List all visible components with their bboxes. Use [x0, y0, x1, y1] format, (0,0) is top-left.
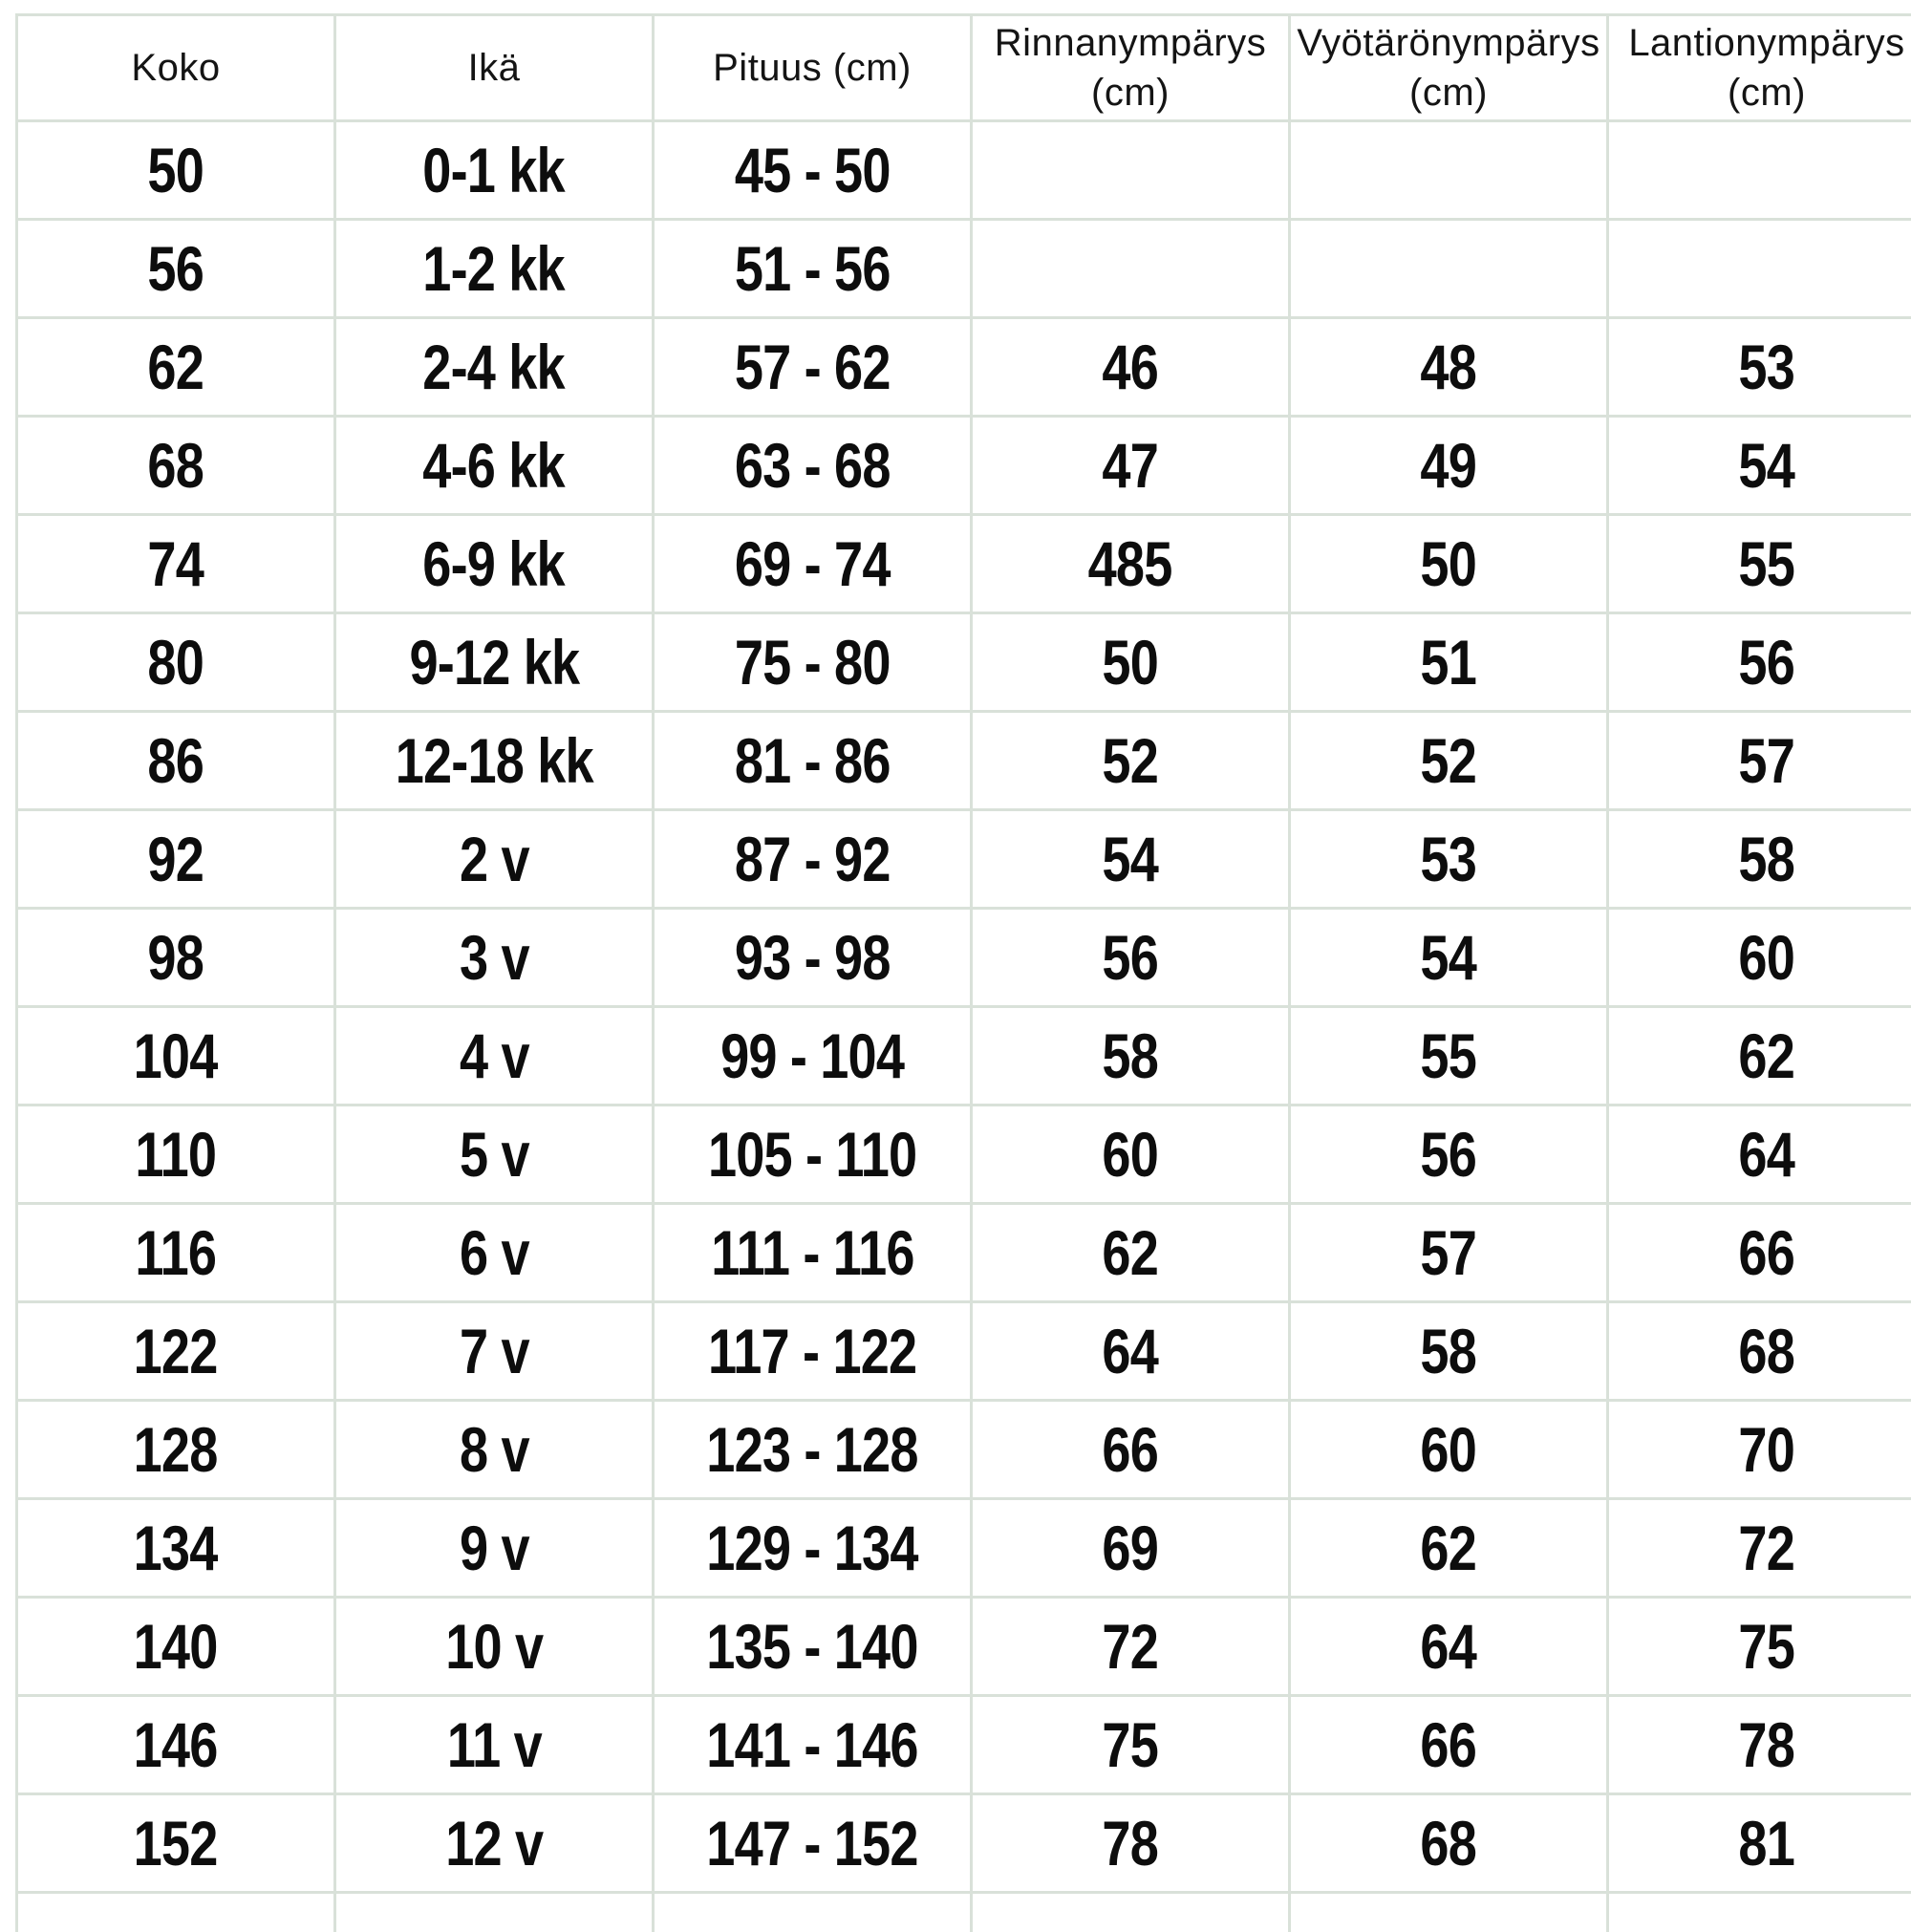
cell-value: 72 — [1739, 1512, 1795, 1584]
cell-value: 57 — [1739, 724, 1795, 797]
table-cell — [17, 318, 335, 417]
column-header-koko — [17, 15, 335, 121]
cell-value: 123 - 128 — [706, 1413, 917, 1486]
table-cell — [972, 613, 1290, 712]
table-cell — [17, 1302, 335, 1401]
table-cell — [654, 1302, 972, 1401]
column-header-label: Pituus (cm) — [655, 43, 970, 93]
cell-value: 2-4 kk — [423, 331, 566, 403]
table-cell — [17, 613, 335, 712]
table-cell — [1608, 1204, 1911, 1302]
table-cell — [654, 318, 972, 417]
cell-value: 60 — [1421, 1413, 1477, 1486]
table-cell — [335, 1598, 654, 1696]
table-cell — [654, 1893, 972, 1932]
cell-value: 147 - 152 — [706, 1807, 917, 1879]
table-cell — [654, 1598, 972, 1696]
cell-value: 140 — [134, 1610, 218, 1683]
table-cell — [1290, 318, 1608, 417]
cell-value: 55 — [1421, 1020, 1477, 1092]
table-cell — [335, 1794, 654, 1893]
cell-value: 50 — [1103, 626, 1159, 698]
table-cell — [972, 1204, 1290, 1302]
column-header-unit: (cm) — [973, 68, 1288, 118]
cell-value: 66 — [1421, 1708, 1477, 1781]
column-header-label: Lantionympärys — [1609, 18, 1911, 68]
column-header-vyotaronymparys — [1290, 15, 1608, 121]
cell-value: 45 - 50 — [735, 134, 891, 206]
table-cell — [1290, 1499, 1608, 1598]
table-cell — [17, 810, 335, 909]
cell-value: 60 — [1739, 921, 1795, 994]
cell-value: 1-2 kk — [423, 232, 566, 305]
table-cell — [17, 1794, 335, 1893]
table-cell — [1608, 121, 1911, 220]
cell-value: 485 — [1088, 527, 1172, 600]
cell-value: 63 - 68 — [735, 429, 891, 502]
cell-value: 134 — [134, 1512, 218, 1584]
table-cell — [1608, 1499, 1911, 1598]
column-header-ika — [335, 15, 654, 121]
table-cell — [972, 121, 1290, 220]
cell-value: 4 v — [460, 1020, 529, 1092]
table-cell — [1608, 1302, 1911, 1401]
table-row — [17, 1794, 1911, 1893]
table-cell — [972, 417, 1290, 515]
cell-value: 117 - 122 — [708, 1315, 916, 1387]
cell-value: 66 — [1103, 1413, 1159, 1486]
table-row — [17, 1401, 1911, 1499]
table-cell — [972, 1499, 1290, 1598]
column-header-rinnanymparys — [972, 15, 1290, 121]
table-cell — [1290, 1106, 1608, 1204]
table-cell — [654, 712, 972, 810]
cell-value: 66 — [1739, 1216, 1795, 1289]
table-cell — [1608, 909, 1911, 1007]
cell-value: 54 — [1739, 429, 1795, 502]
table-cell — [1290, 1302, 1608, 1401]
cell-value: 53 — [1421, 823, 1477, 895]
table-cell — [972, 1106, 1290, 1204]
table-cell — [1290, 712, 1608, 810]
cell-value: 99 - 104 — [720, 1020, 904, 1092]
cell-value: 57 - 62 — [735, 331, 891, 403]
table-cell — [335, 1302, 654, 1401]
cell-value: 135 - 140 — [706, 1610, 917, 1683]
cell-value: 54 — [1103, 823, 1159, 895]
cell-value: 87 - 92 — [735, 823, 891, 895]
table-cell — [972, 1401, 1290, 1499]
cell-value: 129 - 134 — [706, 1512, 917, 1584]
table-cell — [972, 220, 1290, 318]
column-header-lantionymparys — [1608, 15, 1911, 121]
cell-value: 58 — [1421, 1315, 1477, 1387]
cell-value: 54 — [1421, 921, 1477, 994]
cell-value: 12-18 kk — [395, 724, 592, 797]
column-header-label: Vyötärönympärys — [1291, 18, 1606, 68]
cell-value: 3 v — [460, 921, 529, 994]
cell-value: 8 v — [460, 1413, 529, 1486]
table-cell — [1608, 1794, 1911, 1893]
cell-value: 50 — [1421, 527, 1477, 600]
cell-value: 75 - 80 — [735, 626, 891, 698]
cell-value: 152 — [134, 1807, 218, 1879]
table-cell — [1608, 1106, 1911, 1204]
table-cell — [654, 417, 972, 515]
cell-value: 75 — [1103, 1708, 1159, 1781]
cell-value: 9 v — [460, 1512, 529, 1584]
cell-value: 92 — [148, 823, 204, 895]
cell-value: 53 — [1739, 331, 1795, 403]
cell-value: 81 — [1739, 1807, 1795, 1879]
cell-value: 111 - 116 — [711, 1216, 913, 1289]
table-cell — [17, 1598, 335, 1696]
cell-value: 6 v — [460, 1216, 529, 1289]
table-cell — [972, 909, 1290, 1007]
table-cell — [17, 1007, 335, 1106]
cell-value: 56 — [148, 232, 204, 305]
table-cell — [654, 1696, 972, 1794]
table-cell — [335, 1007, 654, 1106]
cell-value: 52 — [1103, 724, 1159, 797]
cell-value: 56 — [1421, 1118, 1477, 1191]
table-cell — [972, 810, 1290, 909]
cell-value: 58 — [1739, 823, 1795, 895]
cell-value: 74 — [148, 527, 204, 600]
table-cell — [972, 712, 1290, 810]
cell-value: 128 — [134, 1413, 218, 1486]
table-cell — [1290, 1007, 1608, 1106]
table-cell — [335, 220, 654, 318]
table-cell — [17, 515, 335, 613]
cell-value: 105 - 110 — [708, 1118, 916, 1191]
cell-value: 69 — [1103, 1512, 1159, 1584]
cell-value: 50 — [148, 134, 204, 206]
cell-value: 10 v — [445, 1610, 543, 1683]
table-row — [17, 712, 1911, 810]
cell-value: 78 — [1103, 1807, 1159, 1879]
table-row — [17, 417, 1911, 515]
table-cell — [972, 1598, 1290, 1696]
table-cell — [654, 515, 972, 613]
table-row — [17, 515, 1911, 613]
table-cell — [17, 121, 335, 220]
cell-value: 48 — [1421, 331, 1477, 403]
table-cell — [1290, 1696, 1608, 1794]
table-row — [17, 121, 1911, 220]
table-cell — [17, 712, 335, 810]
table-cell — [17, 909, 335, 1007]
table-cell — [335, 712, 654, 810]
table-cell — [972, 1794, 1290, 1893]
cell-value: 64 — [1421, 1610, 1477, 1683]
table-cell — [1608, 712, 1911, 810]
cell-value: 5 v — [460, 1118, 529, 1191]
cell-value: 64 — [1739, 1118, 1795, 1191]
table-cell — [17, 220, 335, 318]
table-cell — [1608, 220, 1911, 318]
table-row — [17, 318, 1911, 417]
table-cell — [1290, 121, 1608, 220]
table-cell — [1608, 1598, 1911, 1696]
table-row — [17, 1302, 1911, 1401]
table-cell — [1290, 515, 1608, 613]
table-cell — [17, 417, 335, 515]
cell-value: 12 v — [445, 1807, 543, 1879]
table-cell — [335, 1401, 654, 1499]
table-cell — [1608, 613, 1911, 712]
column-header-label: Koko — [18, 43, 333, 93]
table-cell — [972, 515, 1290, 613]
cell-value: 62 — [148, 331, 204, 403]
table-cell — [17, 1106, 335, 1204]
cell-value: 122 — [134, 1315, 218, 1387]
cutoff-row — [17, 1893, 1911, 1932]
cell-value: 47 — [1103, 429, 1159, 502]
table-cell — [335, 810, 654, 909]
table-cell — [335, 1499, 654, 1598]
table-cell — [1290, 1598, 1608, 1696]
cell-value: 62 — [1739, 1020, 1795, 1092]
table-cell — [1290, 1401, 1608, 1499]
cell-value: 70 — [1739, 1413, 1795, 1486]
cell-value: 104 — [134, 1020, 218, 1092]
table-cell — [335, 909, 654, 1007]
table-cell — [1290, 810, 1608, 909]
table-cell — [1608, 1696, 1911, 1794]
table-cell — [17, 1401, 335, 1499]
table-cell — [654, 1499, 972, 1598]
table-cell — [654, 909, 972, 1007]
table-cell — [1290, 1204, 1608, 1302]
table-cell — [654, 810, 972, 909]
column-header-label: Rinnanympärys — [973, 18, 1288, 68]
table-cell — [654, 1106, 972, 1204]
table-header-row — [17, 15, 1911, 121]
table-row — [17, 1106, 1911, 1204]
cell-value: 62 — [1103, 1216, 1159, 1289]
cell-value: 7 v — [460, 1315, 529, 1387]
cell-value: 146 — [134, 1708, 218, 1781]
cell-value: 68 — [1739, 1315, 1795, 1387]
table-cell — [1290, 417, 1608, 515]
table-cell — [1608, 1401, 1911, 1499]
table-cell — [1608, 810, 1911, 909]
cell-value: 52 — [1421, 724, 1477, 797]
cell-value: 68 — [1421, 1807, 1477, 1879]
column-header-unit: (cm) — [1609, 68, 1911, 118]
table-cell — [1290, 1794, 1608, 1893]
cell-value: 6-9 kk — [423, 527, 566, 600]
table-cell — [972, 1007, 1290, 1106]
table-cell — [1290, 1893, 1608, 1932]
cell-value: 11 v — [446, 1708, 541, 1781]
table-row — [17, 1499, 1911, 1598]
table-cell — [17, 1204, 335, 1302]
table-row — [17, 909, 1911, 1007]
table-cell — [654, 220, 972, 318]
table-cell — [1608, 1007, 1911, 1106]
table-cell — [335, 121, 654, 220]
cell-value: 0-1 kk — [423, 134, 566, 206]
table-cell — [335, 1696, 654, 1794]
table-cell — [335, 1204, 654, 1302]
table-cell — [335, 1893, 654, 1932]
cell-value: 80 — [148, 626, 204, 698]
table-row — [17, 220, 1911, 318]
table-row — [17, 613, 1911, 712]
cell-value: 60 — [1103, 1118, 1159, 1191]
cell-value: 58 — [1103, 1020, 1159, 1092]
table-cell — [972, 1893, 1290, 1932]
cell-value: 51 — [1421, 626, 1477, 698]
cell-value: 141 - 146 — [706, 1708, 917, 1781]
table-cell — [335, 417, 654, 515]
cell-value: 57 — [1421, 1216, 1477, 1289]
column-header-pituus — [654, 15, 972, 121]
table-row — [17, 1598, 1911, 1696]
table-cell — [1608, 318, 1911, 417]
table-cell — [17, 1893, 335, 1932]
cell-value: 49 — [1421, 429, 1477, 502]
cell-value: 56 — [1103, 921, 1159, 994]
table-cell — [1608, 515, 1911, 613]
cell-value: 64 — [1103, 1315, 1159, 1387]
table-cell — [654, 1204, 972, 1302]
cell-value: 2 v — [460, 823, 529, 895]
table-cell — [654, 1794, 972, 1893]
table-cell — [654, 613, 972, 712]
cell-value: 72 — [1103, 1610, 1159, 1683]
cell-value: 9-12 kk — [409, 626, 579, 698]
cell-value: 98 — [148, 921, 204, 994]
cell-value: 68 — [148, 429, 204, 502]
table-cell — [1290, 220, 1608, 318]
table-cell — [17, 1499, 335, 1598]
cell-value: 62 — [1421, 1512, 1477, 1584]
table-cell — [1608, 417, 1911, 515]
cell-value: 78 — [1739, 1708, 1795, 1781]
table-cell — [654, 1007, 972, 1106]
table-row — [17, 1007, 1911, 1106]
table-cell — [654, 1401, 972, 1499]
table-cell — [335, 318, 654, 417]
cell-value: 46 — [1103, 331, 1159, 403]
table-cell — [17, 1696, 335, 1794]
cell-value: 4-6 kk — [423, 429, 566, 502]
column-header-label: Ikä — [336, 43, 652, 93]
cell-value: 75 — [1739, 1610, 1795, 1683]
cell-value: 93 - 98 — [735, 921, 891, 994]
cell-value: 116 — [136, 1216, 217, 1289]
table-row — [17, 1696, 1911, 1794]
table-cell — [1290, 909, 1608, 1007]
table-body — [17, 121, 1911, 1932]
table-cell — [972, 1696, 1290, 1794]
cell-value: 69 - 74 — [735, 527, 891, 600]
cell-value: 81 - 86 — [735, 724, 891, 797]
table-cell — [654, 121, 972, 220]
table-cell — [1290, 613, 1608, 712]
table-cell — [972, 1302, 1290, 1401]
table-cell — [335, 1106, 654, 1204]
cell-value: 86 — [148, 724, 204, 797]
column-header-unit: (cm) — [1291, 68, 1606, 118]
table-cell — [335, 515, 654, 613]
table-cell — [1608, 1893, 1911, 1932]
size-table — [15, 13, 1911, 1932]
table-row — [17, 810, 1911, 909]
cell-value: 51 - 56 — [735, 232, 891, 305]
cell-value: 55 — [1739, 527, 1795, 600]
table-cell — [335, 613, 654, 712]
cell-value: 110 — [136, 1118, 217, 1191]
table-row — [17, 1204, 1911, 1302]
table-cell — [972, 318, 1290, 417]
cell-value: 56 — [1739, 626, 1795, 698]
